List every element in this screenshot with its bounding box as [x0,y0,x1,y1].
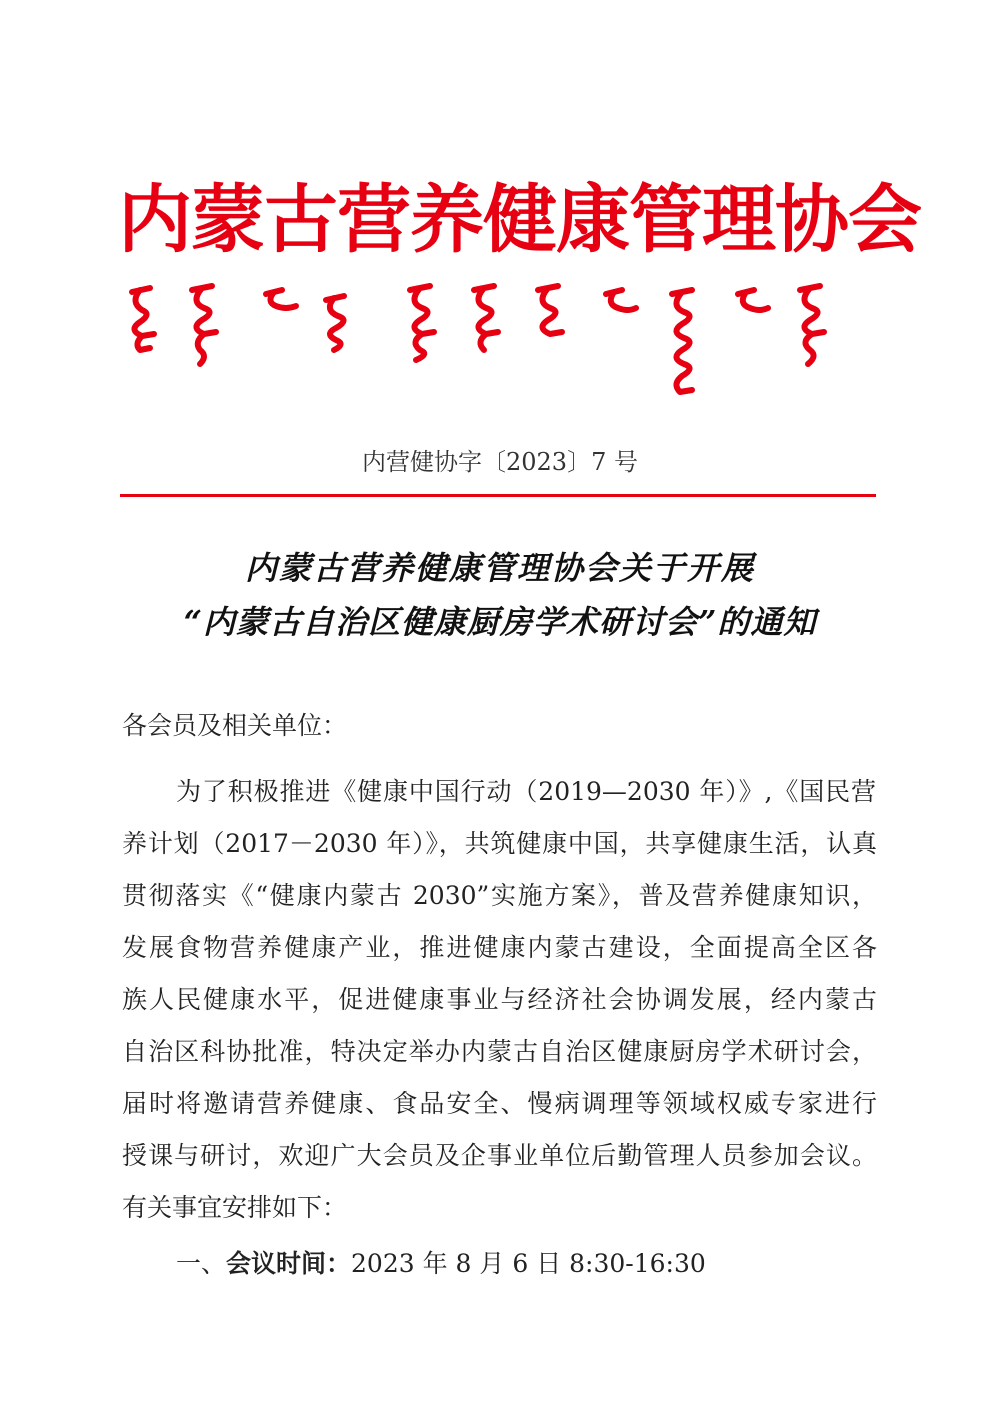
meeting-time-value: 2023 年 8 月 6 日 8:30-16:30 [351,1249,706,1278]
document-number: 内营健协字〔2023〕7 号 [362,448,638,476]
body-paragraph-line: 发展食物营养健康产业，推进健康内蒙古建设，全面提高全区各 [122,933,877,962]
salutation: 各会员及相关单位： [122,711,348,740]
notice-title-line-2: “内蒙古自治区健康厨房学术研讨会”的通知 [183,603,817,641]
body-paragraph-line: 自治区科协批准，特决定举办内蒙古自治区健康厨房学术研讨会， [122,1037,877,1066]
red-divider-line [120,494,876,497]
body-paragraph-line: 届时将邀请营养健康、食品安全、慢病调理等领域权威专家进行 [122,1089,877,1118]
body-paragraph-line: 养计划（2017－2030 年）》，共筑健康中国，共享健康生活，认真 [122,829,877,858]
body-paragraph-line: 为了积极推进《健康中国行动（2019—2030 年）》,《国民营 [176,777,876,806]
org-name-header: 内蒙古营养健康管理协会 [118,177,921,263]
notice-title-line-1: 内蒙古营养健康管理协会关于开展 [244,549,755,587]
meeting-time-item [176,1242,706,1286]
mongolian-script-org-name [120,280,840,410]
body-paragraph-line: 族人民健康水平，促进健康事业与经济社会协调发展，经内蒙古 [122,985,877,1014]
body-paragraph-line: 贯彻落实《“健康内蒙古 2030”实施方案》，普及营养健康知识， [122,881,877,910]
body-paragraph-line: 有关事宜安排如下： [122,1193,348,1222]
body-paragraph-line: 授课与研讨，欢迎广大会员及企事业单位后勤管理人员参加会议。 [122,1141,877,1170]
section-number: 一、 [176,1249,227,1278]
meeting-time-label: 会议时间： [226,1249,352,1278]
